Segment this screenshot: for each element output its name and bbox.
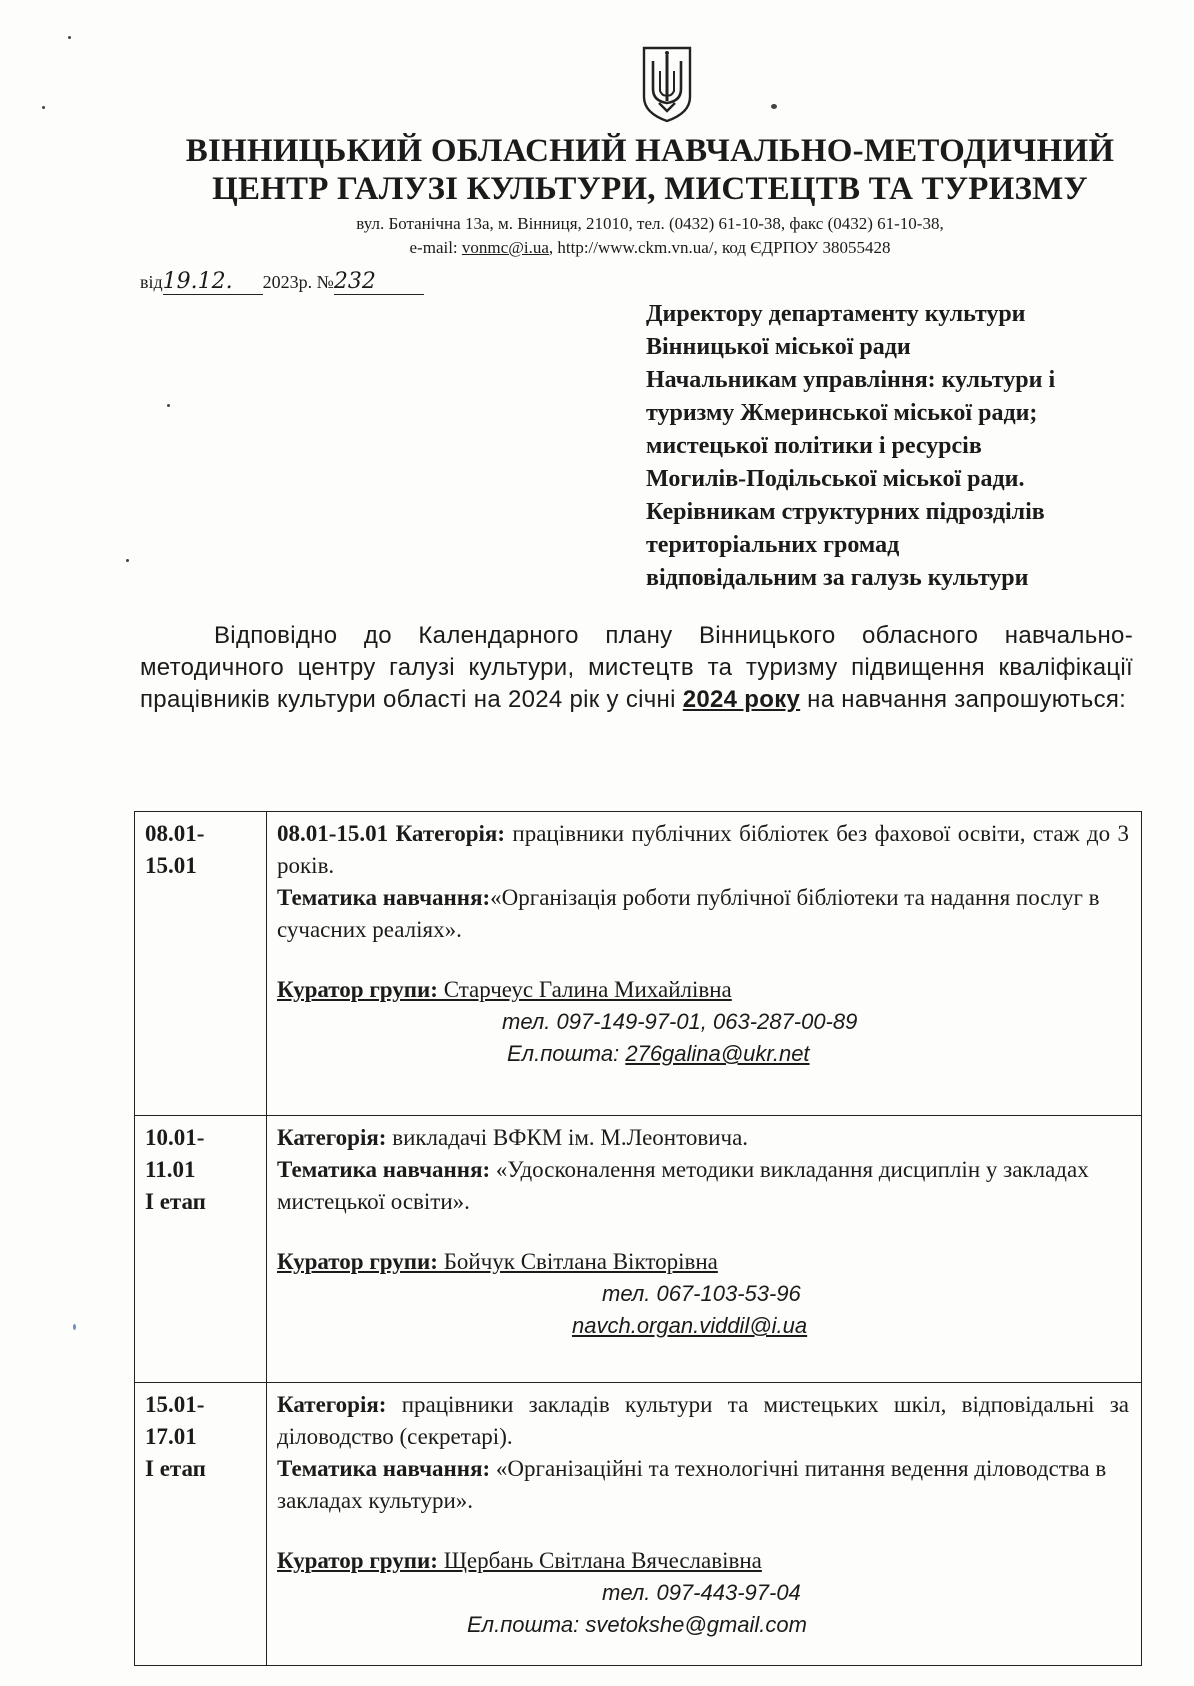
topic-label: Тематика навчання:	[277, 1157, 491, 1182]
reference-year-text: 2023р. №	[262, 272, 334, 292]
table-row	[135, 812, 1142, 1116]
curator-phone: тел. 097-443-97-04	[602, 1580, 801, 1605]
email-label: Ел.пошта:	[467, 1612, 586, 1637]
addressee-line: мистецької політики і ресурсів	[646, 433, 982, 459]
scan-speck	[68, 36, 71, 39]
scan-speck	[73, 1324, 76, 1330]
date-line: 10.01-	[145, 1125, 205, 1150]
category-paragraph	[277, 818, 1129, 882]
category-text: працівники закладів культури та мистецьких шкіл, відповідальні за діловодство (секретарі).	[277, 1392, 1129, 1449]
topic-paragraph	[277, 882, 1129, 946]
schedule-date-cell	[135, 1116, 267, 1383]
address-line2	[150, 236, 1150, 260]
date-line: 08.01-	[145, 821, 205, 846]
curator-email-link[interactable]: navch.organ.viddil@i.ua	[572, 1313, 808, 1338]
address-line1: вул. Ботанічна 13а, м. Вінниця, 21010, тел. (0432) 61-10-38, факс (0432) 61-10-38,	[356, 214, 944, 233]
category-label: Категорія:	[395, 821, 506, 846]
addressee-line: Могилів-Подільської міської ради.	[646, 466, 1025, 492]
intro-text-before: Відповідно до Календарного плану Вінницького обласного навчально-методичного центру галузі культури, мистецтв та туризму підвищення кваліфікації працівників культури області на 2024 рік у січні	[140, 622, 1133, 713]
scan-speck	[42, 106, 45, 109]
category-text: працівники публічних бібліотек без фахової освіти, стаж до 3 років.	[277, 821, 1129, 878]
stage-label: І етап	[145, 1189, 206, 1214]
curator-phone: тел. 097-149-97-01, 063-287-00-89	[502, 1009, 858, 1034]
address-line2-rest: , http://www.ckm.vn.ua/, код ЄДРПОУ 38055428	[548, 238, 891, 257]
email-prefix: e-mail:	[409, 238, 462, 257]
curator-email-line	[277, 1310, 1129, 1342]
topic-text: «Організація роботи публічної бібліотеки та надання послуг в сучасних реаліях».	[277, 885, 1100, 942]
category-paragraph	[277, 1122, 1129, 1154]
schedule-body-cell	[267, 812, 1142, 1116]
addressee-line: Керівникам структурних підрозділів	[646, 499, 1045, 525]
curator-line	[277, 974, 1129, 1006]
curator-email-line	[277, 1038, 1129, 1070]
curator-line	[277, 1545, 1129, 1577]
reference-date-handwritten: 19.12.	[163, 270, 263, 295]
organization-address	[150, 212, 1150, 260]
scan-speck	[126, 559, 129, 562]
topic-label: Тематика навчання:	[277, 885, 491, 910]
curator-name: Бойчук Світлана Вікторівна	[437, 1249, 718, 1274]
addressee-line: туризму Жмеринської міської ради;	[646, 400, 1038, 426]
organization-title	[150, 132, 1150, 208]
tryzub-coat-of-arms-icon	[641, 45, 693, 123]
curator-label: Куратор групи:	[277, 1548, 438, 1573]
scan-speck	[167, 404, 170, 407]
table-row	[135, 1116, 1142, 1383]
category-paragraph	[277, 1389, 1129, 1453]
reference-line	[140, 270, 424, 295]
intro-paragraph	[140, 620, 1133, 716]
topic-text: «Удосконалення методики викладання дисциплін у закладах мистецької освіти».	[277, 1157, 1089, 1214]
date-line: 15.01	[145, 853, 197, 878]
curator-line	[277, 1246, 1129, 1278]
curator-email-line	[277, 1609, 1129, 1641]
organization-email-link[interactable]: vonmc@i.ua	[461, 238, 549, 257]
addressee-line: Директору департаменту культури	[646, 301, 1026, 327]
curator-label: Куратор групи:	[277, 1249, 438, 1274]
addressee-line: територіальних громад	[646, 532, 900, 558]
category-text: викладачі ВФКМ ім. М.Леонтовича.	[386, 1125, 749, 1150]
topic-paragraph	[277, 1453, 1129, 1517]
schedule-date-cell	[135, 812, 267, 1116]
curator-email-link[interactable]: svetokshe@gmail.com	[585, 1612, 807, 1637]
topic-text: «Організаційні та технологічні питання ведення діловодства в закладах культури».	[277, 1456, 1107, 1513]
addressee-line: відповідальним за галузь культури	[646, 565, 1029, 591]
email-label: Ел.пошта:	[507, 1041, 626, 1066]
reference-number-handwritten: 232	[334, 270, 424, 295]
schedule-table	[134, 811, 1142, 1666]
schedule-body-cell	[267, 1116, 1142, 1383]
intro-text-after: на навчання запрошуються:	[800, 686, 1127, 713]
addressee-line: Вінницької міської ради	[646, 334, 911, 360]
stage-label: І етап	[145, 1456, 206, 1481]
topic-paragraph	[277, 1154, 1129, 1218]
scan-speck	[771, 104, 777, 109]
date-line: 15.01-	[145, 1392, 205, 1417]
topic-label: Тематика навчання:	[277, 1456, 491, 1481]
reference-from-label: від	[140, 272, 163, 292]
table-row	[135, 1383, 1142, 1666]
curator-name: Щербань Світлана Вячеславівна	[437, 1548, 762, 1573]
schedule-body-cell	[267, 1383, 1142, 1666]
date-line: 11.01	[145, 1157, 196, 1182]
addressee-line: Начальникам управління: культури і	[646, 367, 1056, 393]
dates-prefix: 08.01-15.01	[277, 821, 396, 846]
category-label: Категорія:	[277, 1392, 387, 1417]
organization-title-line2: ЦЕНТР ГАЛУЗІ КУЛЬТУРИ, МИСТЕЦТВ ТА ТУРИЗМУ	[212, 171, 1088, 207]
intro-highlight: 2024 року	[682, 686, 801, 713]
schedule-date-cell	[135, 1383, 267, 1666]
curator-phone: тел. 067-103-53-96	[602, 1281, 801, 1306]
curator-label: Куратор групи:	[277, 977, 438, 1002]
date-line: 17.01	[145, 1424, 197, 1449]
curator-name: Старчеус Галина Михайлівна	[437, 977, 732, 1002]
curator-email-link[interactable]: 276galina@ukr.net	[625, 1041, 810, 1066]
addressee-block	[646, 298, 1166, 595]
category-label: Категорія:	[277, 1125, 387, 1150]
organization-title-line1: ВІННИЦЬКИЙ ОБЛАСНИЙ НАВЧАЛЬНО-МЕТОДИЧНИЙ	[185, 133, 1115, 169]
